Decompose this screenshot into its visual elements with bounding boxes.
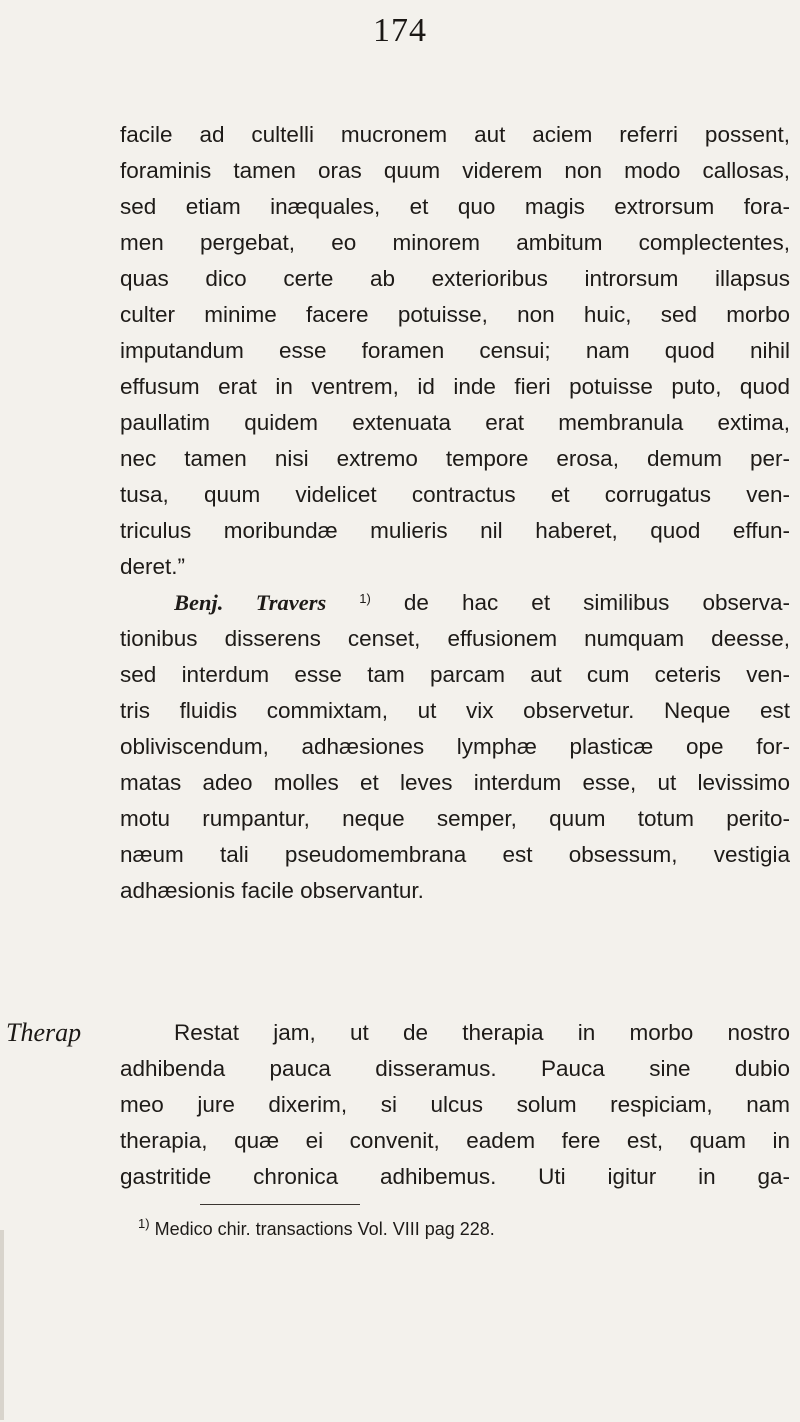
author-name: Benj. Travers bbox=[174, 590, 327, 615]
text-line: meo jure dixerim, si ulcus solum respiciam, nam bbox=[120, 1092, 790, 1117]
text-line: nec tamen nisi extremo tempore erosa, demum per- bbox=[120, 446, 790, 471]
footnote bbox=[138, 1214, 495, 1244]
footnote-rule bbox=[200, 1204, 360, 1205]
text-line: gastritide chronica adhibemus. Uti igitur in ga- bbox=[120, 1164, 790, 1189]
paragraph-first-line bbox=[174, 585, 790, 621]
text-line: quas dico certe ab exterioribus introrsum illapsus bbox=[120, 266, 790, 291]
text-line: culter minime facere potuisse, non huic, sed morbo bbox=[120, 302, 790, 327]
text-line: deret.” bbox=[120, 554, 186, 579]
text-span: de hac et similibus observa- bbox=[403, 590, 790, 615]
footnote-reference: 1) bbox=[359, 591, 371, 606]
text-line: sed etiam inæquales, et quo magis extrorsum fora- bbox=[120, 194, 790, 219]
text-line: foraminis tamen oras quum viderem non modo callosas, bbox=[120, 158, 790, 183]
text-line: men pergebat, eo minorem ambitum complectentes, bbox=[120, 230, 790, 255]
text-line: matas adeo molles et leves interdum esse, ut levissimo bbox=[120, 770, 790, 795]
text-line: tusa, quum videlicet contractus et corrugatus ven- bbox=[120, 482, 790, 507]
text-line: effusum erat in ventrem, id inde fieri potuisse puto, quod bbox=[120, 374, 790, 399]
text-line: adhibenda pauca disseramus. Pauca sine dubio bbox=[120, 1056, 790, 1081]
text-line: næum tali pseudomembrana est obsessum, vestigia bbox=[120, 842, 790, 867]
text-line: therapia, quæ ei convenit, eadem fere est, quam in bbox=[120, 1128, 790, 1153]
footnote-text: Medico chir. transactions Vol. VIII pag 228. bbox=[154, 1219, 495, 1239]
footnote-marker: 1) bbox=[138, 1216, 150, 1231]
margin-note: Therap bbox=[6, 1018, 82, 1047]
text-line: triculus moribundæ mulieris nil haberet, quod effun- bbox=[120, 518, 790, 543]
text-line: imputandum esse foramen censui; nam quod nihil bbox=[120, 338, 790, 363]
text-line: paullatim quidem extenuata erat membranula extima, bbox=[120, 410, 790, 435]
text-line: obliviscendum, adhæsiones lymphæ plasticæ ope for- bbox=[120, 734, 790, 759]
page-number: 174 bbox=[373, 12, 427, 49]
text-line: sed interdum esse tam parcam aut cum ceteris ven- bbox=[120, 662, 790, 687]
page-edge-shadow bbox=[0, 1230, 4, 1420]
text-line: tris fluidis commixtam, ut vix observetur. Neque est bbox=[120, 698, 790, 723]
text-line: motu rumpantur, neque semper, quum totum perito- bbox=[120, 806, 790, 831]
text-line: adhæsionis facile observantur. bbox=[120, 878, 424, 903]
text-line: Restat jam, ut de therapia in morbo nostro bbox=[174, 1020, 790, 1045]
text-line: tionibus disserens censet, effusionem numquam deesse, bbox=[120, 626, 790, 651]
text-line: facile ad cultelli mucronem aut aciem referri possent, bbox=[120, 122, 790, 147]
